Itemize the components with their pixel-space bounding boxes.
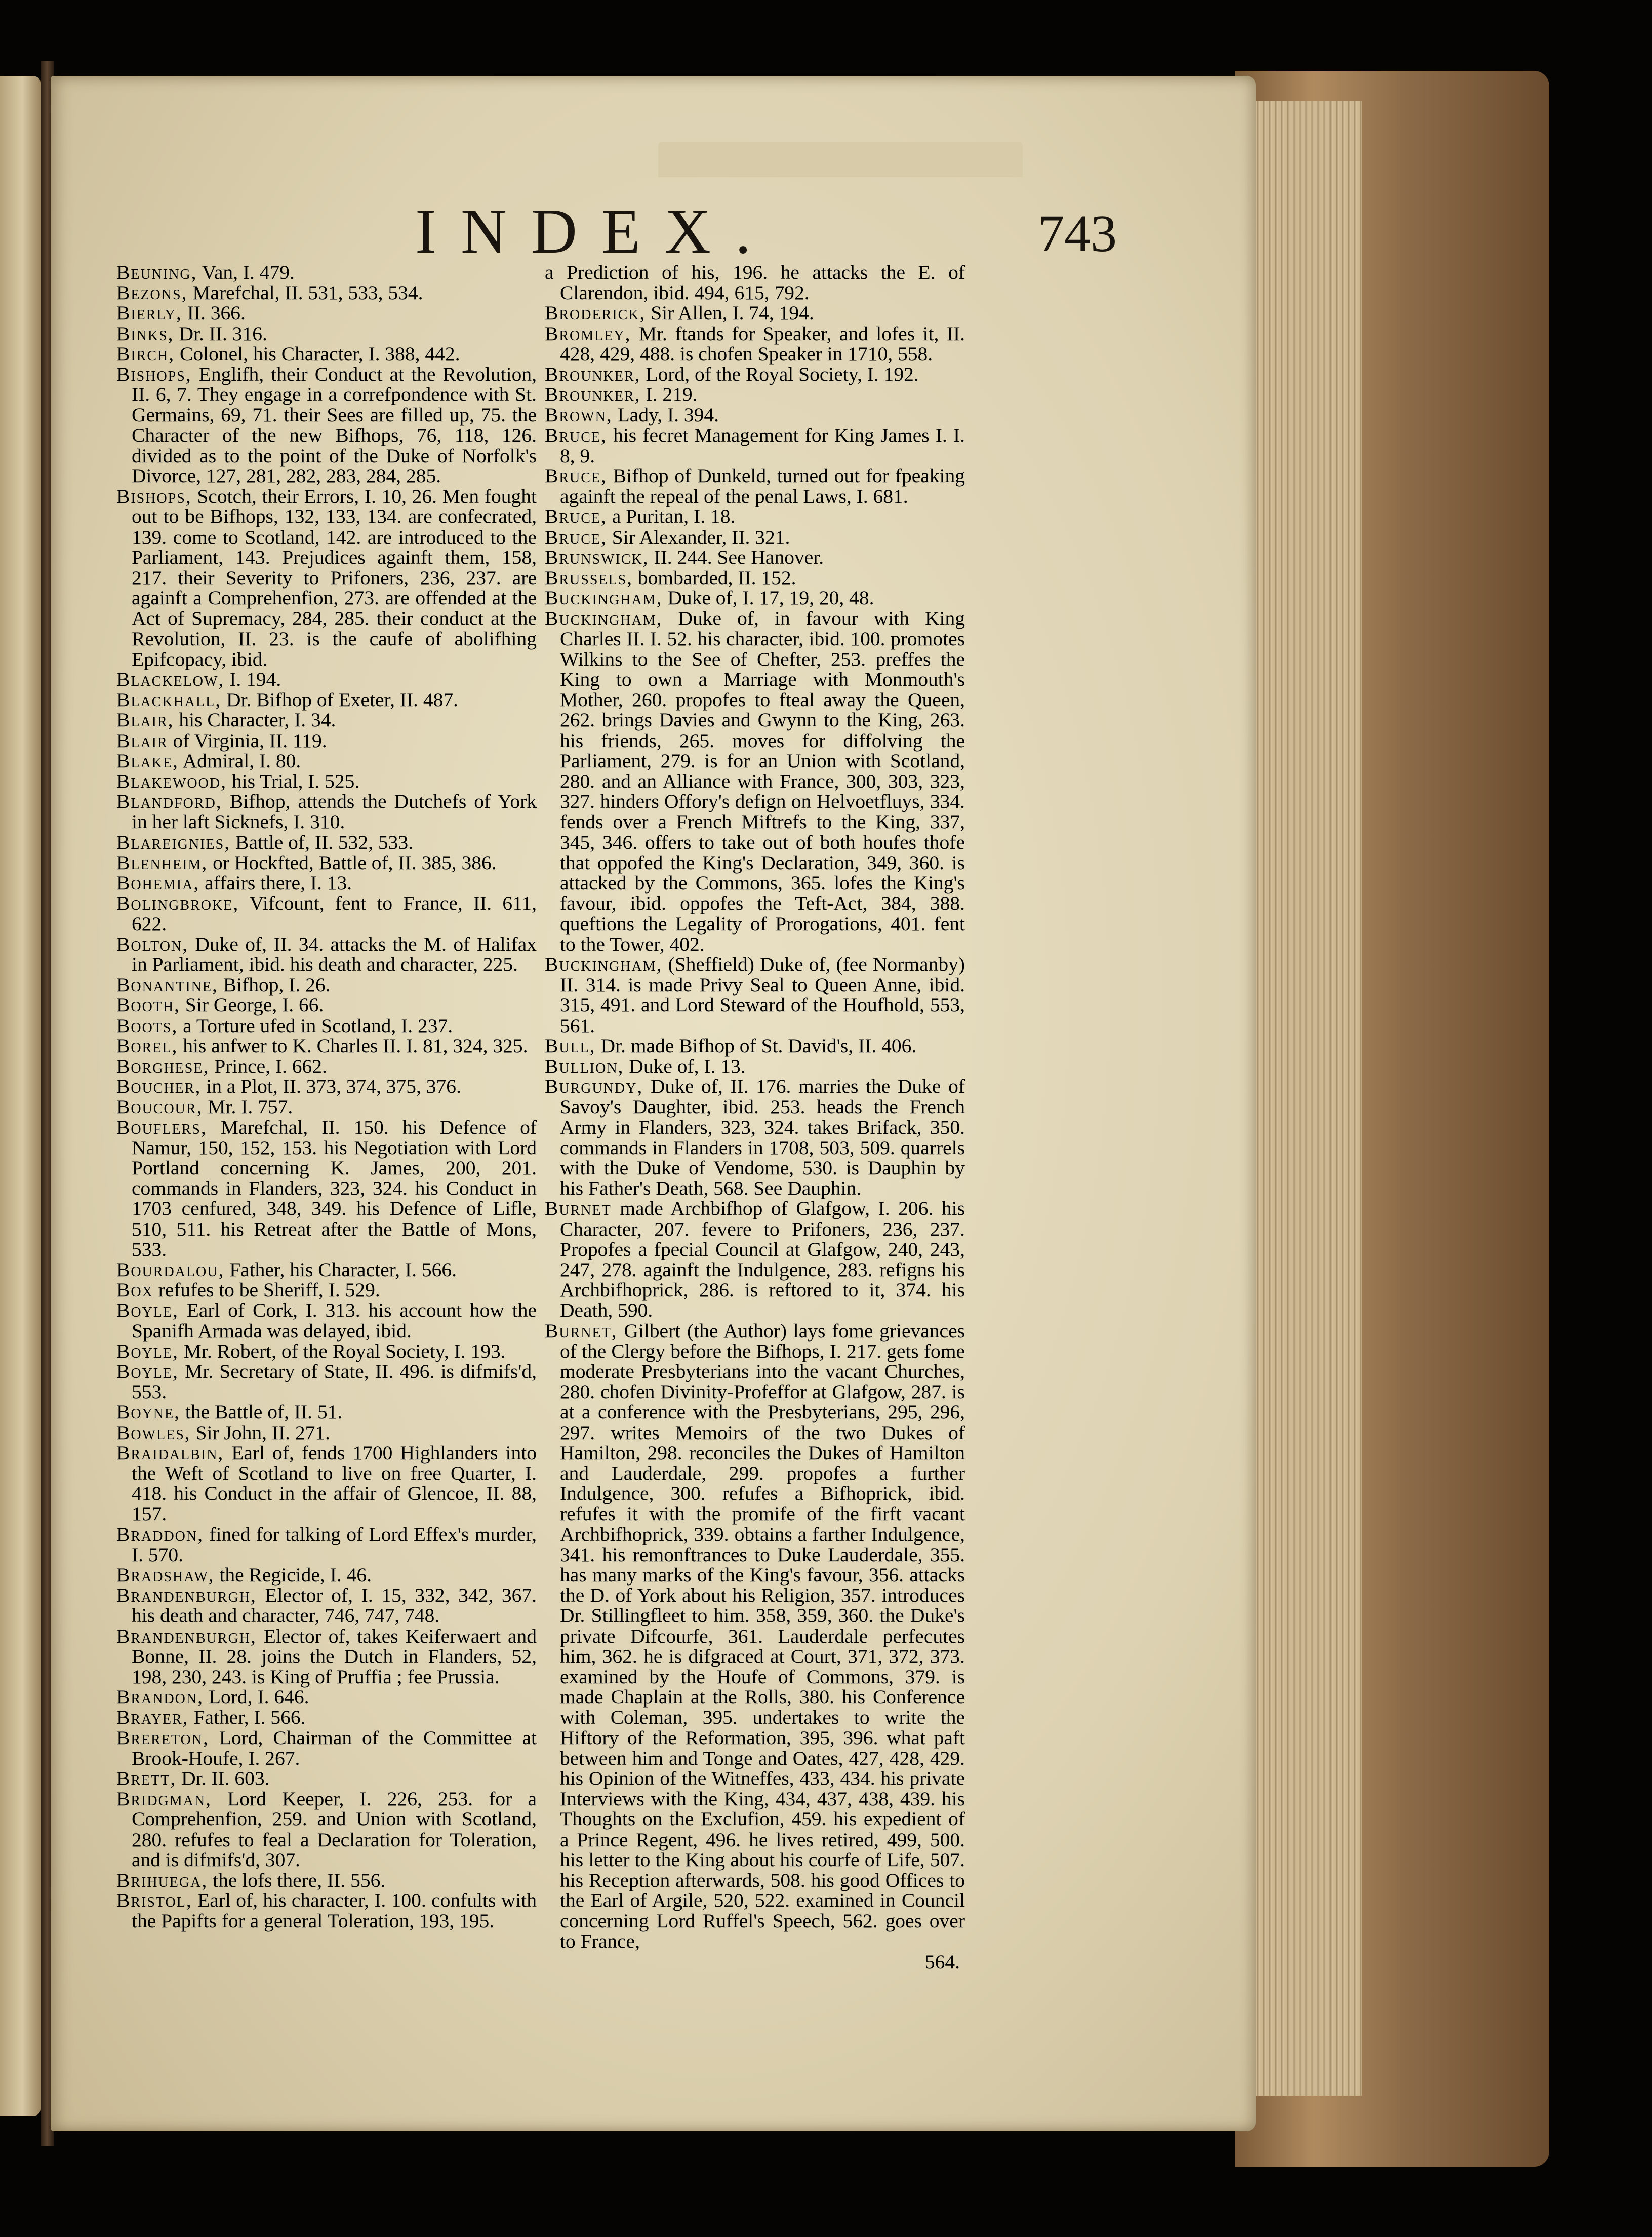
index-entry bbox=[545, 323, 965, 364]
index-entry bbox=[116, 1076, 537, 1096]
entry-heading: Boyle, bbox=[116, 1360, 179, 1382]
index-entry bbox=[116, 1036, 537, 1056]
entry-heading: Bruce, bbox=[545, 465, 607, 487]
index-entry bbox=[116, 1117, 537, 1259]
entry-text: Sir Allen, I. 74, 194. bbox=[646, 302, 814, 324]
entry-heading: Bierly, bbox=[116, 302, 182, 324]
page-title: INDEX. bbox=[415, 196, 776, 267]
entry-heading: Bullion, bbox=[545, 1054, 624, 1077]
entry-text: the Regicide, I. 46. bbox=[214, 1564, 372, 1586]
index-entry bbox=[116, 262, 537, 282]
index-entry bbox=[116, 1015, 537, 1036]
entry-text: his Character, I. 34. bbox=[174, 709, 336, 731]
entry-text: II. 244. See Hanover. bbox=[649, 546, 824, 568]
index-entry bbox=[116, 832, 537, 852]
entry-heading: Blair, bbox=[116, 709, 174, 731]
index-entry bbox=[545, 547, 965, 567]
entry-text: Marefchal, II. 150. his Defence of Namur, 150, 152, 153. his Negotiation with Lord Portland concerning K. James, 200, 201. commands in Flanders, 323, 324. his Conduct in 1703 cenfured, 348, 349. his Defence of Lifle, 510, 511. his Retreat after the Battle of Mons, 533. bbox=[132, 1116, 537, 1260]
entry-text: I. 219. bbox=[640, 383, 698, 406]
index-entry bbox=[116, 1565, 537, 1585]
entry-heading: Brussels, bbox=[545, 566, 633, 589]
entry-heading: Brown, bbox=[545, 403, 613, 426]
entry-heading: Booth, bbox=[116, 994, 180, 1016]
entry-text: his Trial, I. 525. bbox=[226, 770, 360, 793]
index-entry bbox=[545, 404, 965, 425]
entry-text: made Archbifhop of Glafgow, I. 206. his Character, 207. fevere to Prifoners, 236, 237. Propofes a fpecial Council at Glafgow, 240, 243, 247, 278. againft the Indulgence, 283. refigns his Archbifhoprick, 286. is reftored to it, 374. his Death, 590. bbox=[560, 1197, 965, 1322]
entry-text: of Virginia, II. 119. bbox=[168, 729, 327, 752]
entry-text: Duke of, I. 17, 19, 20, 48. bbox=[662, 587, 874, 609]
index-entry bbox=[116, 1687, 537, 1707]
entry-text: Mr. Secretary of State, II. 496. is difmifs'd, 553. bbox=[132, 1360, 537, 1403]
entry-heading: Brandenburgh, bbox=[116, 1624, 257, 1647]
index-entry bbox=[545, 1198, 965, 1320]
entry-text: a Puritan, I. 18. bbox=[607, 505, 736, 528]
entry-text: Sir Alexander, II. 321. bbox=[607, 525, 790, 548]
index-entry bbox=[545, 588, 965, 608]
entry-text: Duke of, II. 34. attacks the M. of Halifax in Parliament, ibid. his death and character, 225. bbox=[132, 932, 537, 975]
entry-heading: Boucher, bbox=[116, 1075, 202, 1098]
entry-heading: Brett, bbox=[116, 1767, 177, 1790]
entry-heading: Bruce, bbox=[545, 505, 607, 528]
entry-text: Marefchal, II. 531, 533, 534. bbox=[187, 281, 423, 304]
page-number: 743 bbox=[1038, 205, 1117, 263]
index-entry bbox=[116, 1341, 537, 1361]
entry-text: in a Plot, II. 373, 374, 375, 376. bbox=[201, 1075, 461, 1098]
entry-text: a Prediction of his, 196. he attacks the E. of Clarendon, ibid. 494, 615, 792. bbox=[545, 261, 965, 304]
entry-text: or Hockfted, Battle of, II. 385, 386. bbox=[208, 851, 497, 874]
index-entry bbox=[116, 1300, 537, 1340]
index-entry bbox=[545, 425, 965, 466]
entry-heading: Blareignies, bbox=[116, 831, 231, 853]
index-entry bbox=[545, 303, 965, 323]
index-entry bbox=[116, 1280, 537, 1300]
index-entry bbox=[116, 282, 537, 303]
entry-text: Father, his Character, I. 566. bbox=[224, 1258, 457, 1281]
index-entry bbox=[116, 1524, 537, 1565]
entry-text: Dr. II. 316. bbox=[174, 322, 267, 345]
entry-text: Lord, of the Royal Society, I. 192. bbox=[640, 363, 919, 386]
entry-text: Duke of, II. 176. marries the Duke of Savoy's Daughter, ibid. 253. heads the French Army in Flanders, 323, 324. takes Brifack, 350. commands in Flanders in 1708, 503, 509. quarrels with the Duke of Vendome, 530. is Dauphin by his Father's Death, 568. See Dauphin. bbox=[560, 1075, 965, 1200]
index-entry bbox=[116, 1890, 537, 1931]
entry-heading: Birch, bbox=[116, 342, 175, 365]
index-entry bbox=[545, 1321, 965, 1951]
entry-heading: Brounker, bbox=[545, 383, 641, 406]
entry-heading: Brandenburgh, bbox=[116, 1584, 257, 1607]
entry-text: Dr. Bifhop of Exeter, II. 487. bbox=[221, 688, 459, 711]
paper-tab bbox=[658, 142, 1023, 177]
entry-heading: Buckingham, bbox=[545, 607, 663, 630]
entry-heading: Bowles, bbox=[116, 1421, 191, 1444]
entry-heading: Burnet, bbox=[545, 1319, 618, 1342]
entry-heading: Brunswick, bbox=[545, 546, 649, 568]
index-entry bbox=[116, 995, 537, 1015]
entry-text: a Torture ufed in Scotland, I. 237. bbox=[178, 1014, 453, 1037]
entry-text: Bifhop of Dunkeld, turned out for fpeaking againft the repeal of the penal Laws, I. 681. bbox=[560, 465, 965, 508]
entry-text: Battle of, II. 532, 533. bbox=[230, 831, 414, 853]
index-entry bbox=[545, 527, 965, 547]
entry-text: Earl of, fends 1700 Highlanders into the Weft of Scotland to live on free Quarter, I. 418. his Conduct in the affair of Glencoe, II. 88, 157. bbox=[132, 1441, 537, 1525]
index-entry bbox=[116, 1707, 537, 1727]
index-entry bbox=[116, 1259, 537, 1280]
entry-heading: Buckingham, bbox=[545, 953, 663, 975]
entry-heading: Braidalbin, bbox=[116, 1441, 224, 1464]
entry-text: Colonel, his Character, I. 388, 442. bbox=[175, 342, 460, 365]
entry-heading: Broderick, bbox=[545, 302, 646, 324]
entry-text: Lady, I. 394. bbox=[612, 403, 719, 426]
entry-heading: Bull, bbox=[545, 1034, 596, 1057]
entry-heading: Bristol, bbox=[116, 1889, 192, 1912]
index-entry bbox=[116, 669, 537, 689]
left-page-edge bbox=[0, 76, 41, 2116]
entry-text: (Sheffield) Duke of, (fee Normanby) II. 314. is made Privy Seal to Queen Anne, ibid. 315, 491. and Lord Steward of the Houfhold, 553, 561. bbox=[560, 953, 965, 1037]
entry-heading: Beuning, bbox=[116, 261, 197, 283]
index-entry bbox=[116, 771, 537, 791]
entry-text: Lord, I. 646. bbox=[204, 1686, 309, 1709]
entry-heading: Boots, bbox=[116, 1014, 178, 1037]
entry-heading: Borghese, bbox=[116, 1054, 210, 1077]
entry-heading: Bouflers, bbox=[116, 1116, 207, 1138]
index-entry bbox=[116, 344, 537, 364]
entry-text: Earl of, his character, I. 100. confults with the Papifts for a general Toleration, 193, 195. bbox=[132, 1889, 537, 1932]
entry-heading: Bonantine, bbox=[116, 973, 218, 996]
index-entry bbox=[116, 364, 537, 486]
entry-text: I. 194. bbox=[224, 668, 281, 691]
index-entry bbox=[116, 710, 537, 730]
entry-text: Scotch, their Errors, I. 10, 26. Men fought out to be Bifhops, 132, 133, 134. are confecrated, 139. come to Scotland, 142. are introduced to the Parliament, 143. Prejudices againft them, 158, 217. their Severity to Prifoners, 236, 237. are againft a Comprehenfion, 273. are offended at the Act of Supremacy, 284, 285. their conduct at the Revolution, II. 23. is the caufe of abolifhing Epifcopacy, ibid. bbox=[132, 485, 537, 670]
continuation-page-ref: 564. bbox=[924, 1950, 960, 1973]
entry-text: Elector of, I. 15, 332, 342, 367. his death and character, 746, 747, 748. bbox=[132, 1584, 537, 1627]
index-entry bbox=[545, 384, 965, 404]
index-entry bbox=[545, 567, 965, 588]
index-entry bbox=[116, 486, 537, 669]
entry-text: Duke of, I. 13. bbox=[624, 1054, 746, 1077]
index-entry bbox=[116, 1056, 537, 1076]
entry-heading: Brereton, bbox=[116, 1726, 209, 1749]
index-entry bbox=[116, 873, 537, 893]
entry-heading: Bridgman, bbox=[116, 1787, 212, 1810]
index-column-right bbox=[545, 262, 965, 1972]
entry-heading: Brandon, bbox=[116, 1686, 204, 1709]
entry-heading: Bradshaw, bbox=[116, 1564, 215, 1586]
entry-heading: Blandford, bbox=[116, 790, 222, 813]
index-entry bbox=[116, 751, 537, 771]
entry-heading: Burgundy, bbox=[545, 1075, 643, 1098]
index-entry bbox=[116, 852, 537, 873]
entry-text: II. 366. bbox=[182, 302, 246, 324]
index-entry bbox=[116, 1096, 537, 1117]
index-entry bbox=[545, 466, 965, 506]
entry-text: Mr. I. 757. bbox=[203, 1095, 293, 1118]
index-entry bbox=[116, 730, 537, 751]
index-entry bbox=[116, 1422, 537, 1443]
entry-text: Dr. made Bifhop of St. David's, II. 406. bbox=[595, 1034, 917, 1057]
entry-heading: Bruce, bbox=[545, 424, 607, 446]
entry-heading: Blair bbox=[116, 729, 168, 752]
entry-text: his anfwer to K. Charles II. I. 81, 324, 325. bbox=[178, 1034, 528, 1057]
index-entry bbox=[545, 1036, 965, 1056]
entry-text: Gilbert (the Author) lays fome grievances of the Clergy before the Bifhops, I. 217. gets fome moderate Presbyterians into the vacant Churches, 280. chofen Divinity-Profeffor at Glafgow, 287. is at a conference with the Presbyterians, 295, 296, 297. writes Memoirs of the two Dukes of Hamilton, 298. reconciles the Dukes of Hamilton and Lauderdale, 299. propofes a further Indulgence, 300. refufes a Bifhoprick, ibid. refufes it with the promife of the firft vacant Archbifhoprick, 339. obtains a farther Indulgence, 341. his remonftrances to Duke Lauderdale, 355. has many marks of the King's favour, 356. attacks the D. of York about his Religion, 357. introduces Dr. Stillingfleet to him. 358, 359, 360. the Duke's private Difcourfe, 361. Lauderdale perfecutes him, 362. he is difgraced at Court, 371, 372, 373. examined by the Houfe of Commons, 379. is made Chaplain at the Rolls, 380. his Conference with Coleman, 395. undertakes to write the Hiftory of the Reformation, 395, 396. what paft between him and Tonge and Oates, 427, 428, 429. his Opinion of the Witneffes, 433, 434. his private Interviews with the King, 434, 437, 438, 439. his Thoughts on the Exclufion, 459. his expedient of a Prince Regent, 496. he lives retired, 499, 500. his letter to the King about his courfe of Life, 507. his Reception afterwards, 508. his good Offices to the Earl of Argile, 520, 522. examined in Council concerning Lord Ruffel's Speech, 562. goes over to France, bbox=[560, 1319, 965, 1953]
entry-heading: Bohemia, bbox=[116, 872, 200, 894]
index-entry bbox=[116, 1870, 537, 1890]
entry-text: Sir George, I. 66. bbox=[180, 994, 324, 1016]
index-entry bbox=[116, 323, 537, 344]
entry-heading: Brounker, bbox=[545, 363, 641, 386]
index-entry bbox=[545, 1076, 965, 1198]
entry-text: Mr. Robert, of the Royal Society, I. 193. bbox=[178, 1339, 506, 1362]
entry-text: Admiral, I. 80. bbox=[178, 749, 301, 772]
entry-text: Father, I. 566. bbox=[188, 1706, 306, 1729]
entry-text: Dr. II. 603. bbox=[176, 1767, 270, 1790]
entry-heading: Bruce, bbox=[545, 525, 607, 548]
index-entry bbox=[116, 893, 537, 933]
entry-heading: Brihuega, bbox=[116, 1869, 208, 1892]
entry-text: Bifhop, I. 26. bbox=[218, 973, 331, 996]
entry-heading: Bishops, bbox=[116, 485, 192, 508]
entry-text: Duke of, in favour with King Charles II. I. 52. his character, ibid. 100. promotes Wilkins to the See of Chefter, 253. preffes the King to own a Marriage with Monmouth's Mother, 260. propofes to fteal away the Queen, 262. brings Davies and Gwynn to the King, 263. his friends, 265. moves for diffolving the Parliament, 279. is for an Union with Scotland, 280. and an Alliance with France, 300, 303, 323, 327. hinders Offory's defign on Helvoetfluys, 334. fends over a French Miftrefs to the King, 337, 345, 346. offers to take out of both houfes thofe that oppofed the King's Declaration, 349, 360. is attacked by the Commons, 365. lofes the King's favour, ibid. oppofes the Teft-Act, 384, 388. queftions the Legality of Prorogations, 401. fent to the Tower, 402. bbox=[560, 607, 965, 955]
index-entry bbox=[116, 1443, 537, 1524]
entry-text: the Battle of, II. 51. bbox=[180, 1401, 343, 1423]
entry-text: his fecret Management for King James I. I. 8, 9. bbox=[560, 424, 965, 467]
index-entry bbox=[545, 954, 965, 1036]
index-entry bbox=[116, 303, 537, 323]
entry-heading: Bolton, bbox=[116, 932, 189, 955]
entry-text: affairs there, I. 13. bbox=[199, 872, 352, 894]
entry-heading: Box bbox=[116, 1279, 153, 1301]
entry-heading: Brayer, bbox=[116, 1706, 189, 1729]
entry-text: bombarded, II. 152. bbox=[633, 566, 796, 589]
entry-text: fined for talking of Lord Effex's murder, I. 570. bbox=[132, 1523, 537, 1566]
entry-heading: Braddon, bbox=[116, 1523, 204, 1545]
entry-text: Van, I. 479. bbox=[197, 261, 295, 283]
index-entry bbox=[116, 1626, 537, 1687]
entry-text: Sir John, II. 271. bbox=[190, 1421, 331, 1444]
index-entry bbox=[116, 1361, 537, 1402]
entry-heading: Burnet bbox=[545, 1197, 612, 1220]
entry-heading: Bishops, bbox=[116, 363, 192, 386]
entry-text: Lord Keeper, I. 226, 253. for a Comprehenfion, 259. and Union with Scotland, 280. refufes to feal a Declaration for Toleration, and is difmifs'd, 307. bbox=[132, 1787, 537, 1871]
entry-text: Bifhop, attends the Dutchefs of York in her laft Sicknefs, I. 310. bbox=[132, 790, 537, 833]
entry-heading: Boucour, bbox=[116, 1095, 203, 1118]
entry-heading: Blake, bbox=[116, 749, 179, 772]
index-entry bbox=[545, 364, 965, 384]
entry-heading: Borel, bbox=[116, 1034, 178, 1057]
index-entry bbox=[116, 1768, 537, 1788]
entry-text: the lofs there, II. 556. bbox=[208, 1869, 386, 1892]
entry-heading: Blakewood, bbox=[116, 770, 227, 793]
entry-heading: Bolingbroke, bbox=[116, 892, 239, 915]
index-entry bbox=[545, 608, 965, 954]
index-entry bbox=[545, 506, 965, 526]
index-entry bbox=[116, 974, 537, 995]
index-entry bbox=[545, 1056, 965, 1076]
entry-text: Vifcount, fent to France, II. 611, 622. bbox=[132, 892, 537, 935]
entry-heading: Blackelow, bbox=[116, 668, 225, 691]
entry-heading: Bezons, bbox=[116, 281, 188, 304]
entry-heading: Blenheim, bbox=[116, 851, 208, 874]
index-entry bbox=[116, 689, 537, 710]
index-entry bbox=[116, 791, 537, 832]
entry-heading: Bourdalou, bbox=[116, 1258, 225, 1281]
entry-heading: Boyle, bbox=[116, 1339, 179, 1362]
entry-text: Prince, I. 662. bbox=[209, 1054, 327, 1077]
entry-heading: Buckingham, bbox=[545, 587, 663, 609]
entry-text: Mr. ftands for Speaker, and lofes it, II. 428, 429, 488. is chofen Speaker in 1710, 558. bbox=[560, 322, 965, 365]
index-entry bbox=[116, 1788, 537, 1870]
index-entry bbox=[116, 1585, 537, 1625]
entry-heading: Boyne, bbox=[116, 1401, 180, 1423]
entry-text: Lord, Chairman of the Committee at Brook-Houfe, I. 267. bbox=[132, 1726, 537, 1769]
index-entry bbox=[545, 262, 965, 303]
entry-heading: Bromley, bbox=[545, 322, 631, 345]
index-entry bbox=[116, 1728, 537, 1768]
index-entry bbox=[116, 934, 537, 974]
entry-text: Englifh, their Conduct at the Revolution, II. 6, 7. They engage in a correfpondence with St. Germains, 69, 71. their Sees are filled up, 75. the Character of the new Bifhops, 76, 118, 126. divided as to the point of the Duke of Norfolk's Divorce, 127, 281, 282, 283, 284, 285. bbox=[132, 363, 537, 487]
entry-text: Earl of Cork, I. 313. his account how the Spanifh Armada was delayed, ibid. bbox=[132, 1299, 537, 1342]
entry-heading: Binks, bbox=[116, 322, 174, 345]
index-entry bbox=[116, 1402, 537, 1422]
entry-heading: Blackhall, bbox=[116, 688, 222, 711]
entry-text: refufes to be Sheriff, I. 529. bbox=[153, 1279, 380, 1301]
entry-heading: Boyle, bbox=[116, 1299, 179, 1322]
entry-text: Elector of, takes Keiferwaert and Bonne, II. 28. joins the Dutch in Flanders, 52, 198, 230, 243. is King of Pruffia ; fee Prussia. bbox=[132, 1624, 537, 1688]
index-column-left bbox=[116, 262, 537, 1931]
